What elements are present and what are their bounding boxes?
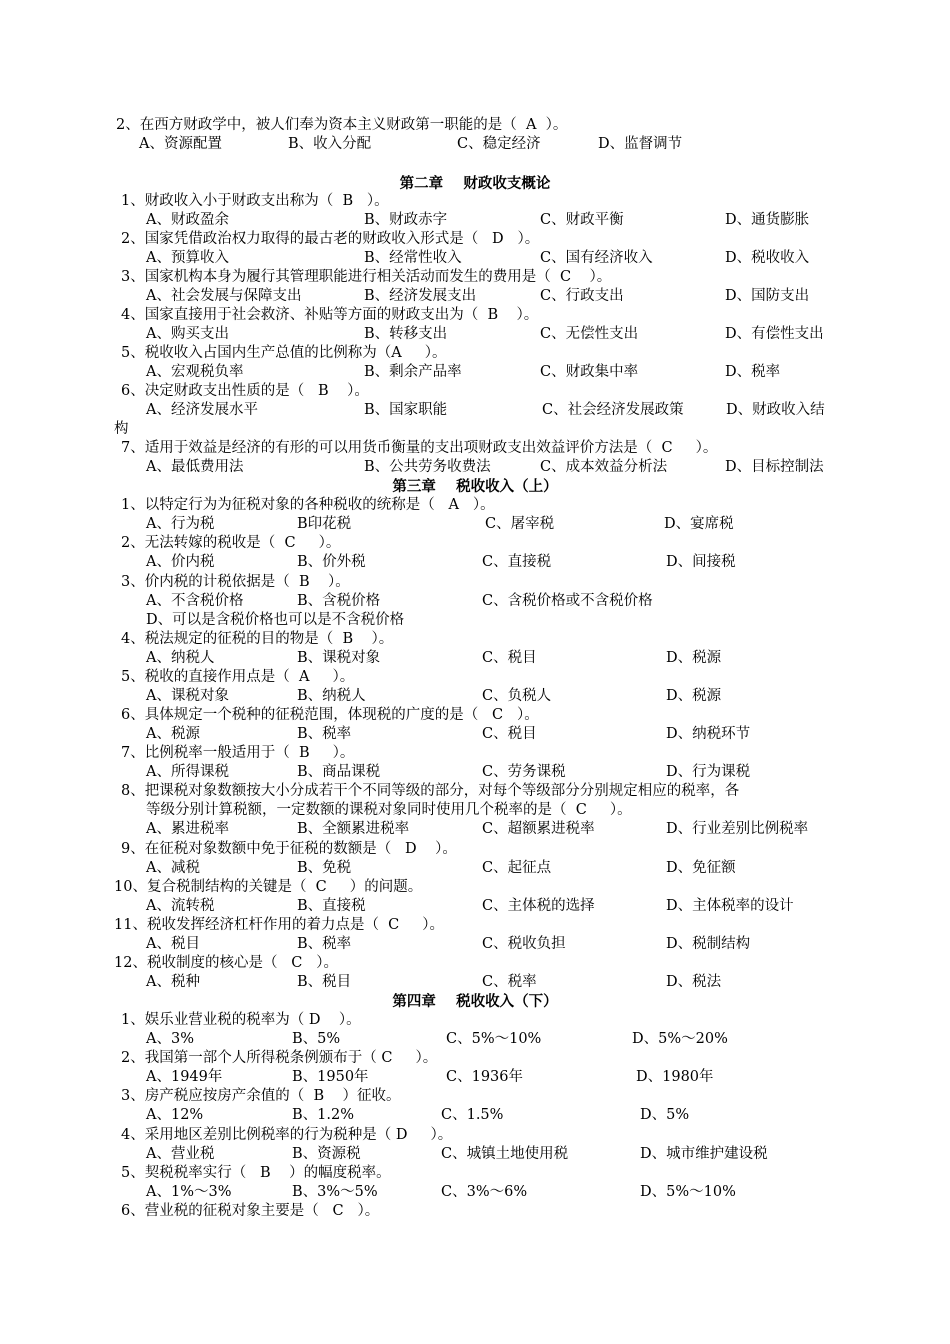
question-text: 6、营业税的征税对象主要是（ C ）。 bbox=[121, 1203, 380, 1219]
option: A、最低费用法 bbox=[146, 459, 244, 475]
question-text: 10、复合税制结构的关键是（ C ）的问题。 bbox=[114, 879, 423, 895]
option: B、资源税 bbox=[292, 1146, 361, 1162]
option: C、稳定经济 bbox=[457, 136, 541, 152]
option: D、税制结构 bbox=[666, 936, 751, 952]
chapter-title: 第四章 税收收入（下） bbox=[392, 993, 558, 1010]
question-text: 1、娱乐业营业税的税率为（ D ）。 bbox=[121, 1012, 361, 1028]
question-text: 2、在西方财政学中，被人们奉为资本主义财政第一职能的是（ A ）。 bbox=[116, 117, 568, 133]
option: B、免税 bbox=[297, 860, 352, 876]
option: D、国防支出 bbox=[725, 288, 810, 304]
option: C、1.5% bbox=[441, 1107, 504, 1123]
option: C、税目 bbox=[482, 726, 537, 742]
option: C、税率 bbox=[482, 974, 537, 990]
option: D、目标控制法 bbox=[725, 459, 824, 475]
option: B、3%～5% bbox=[292, 1184, 378, 1200]
question-text: 1、以特定行为为征税对象的各种税收的统称是（ A ）。 bbox=[121, 497, 495, 513]
option: D、税收收入 bbox=[725, 250, 810, 266]
question-text: 1、财政收入小于财政支出称为（ B ）。 bbox=[121, 193, 389, 209]
question-text: 8、把课税对象数额按大小分成若干个不同等级的部分，对每个等级部分分别规定相应的税率，各 bbox=[121, 783, 740, 799]
option: A、3% bbox=[146, 1031, 194, 1047]
option: B、纳税人 bbox=[297, 688, 366, 704]
option: C、劳务课税 bbox=[482, 764, 566, 780]
option: B、商品课税 bbox=[297, 764, 381, 780]
option: C、直接税 bbox=[482, 554, 552, 570]
option: C、负税人 bbox=[482, 688, 552, 704]
option-continuation: 构 bbox=[114, 421, 129, 437]
option: B、转移支出 bbox=[364, 326, 448, 342]
option: A、资源配置 bbox=[139, 136, 222, 152]
question-text: 2、国家凭借政治权力取得的最古老的财政收入形式是（ D ）。 bbox=[121, 231, 540, 247]
option: A、税目 bbox=[146, 936, 200, 952]
option: B、公共劳务收费法 bbox=[364, 459, 491, 475]
question-text: 12、税收制度的核心是（ C ）。 bbox=[114, 955, 338, 971]
option: B、经济发展支出 bbox=[364, 288, 477, 304]
option: A、社会发展与保障支出 bbox=[146, 288, 302, 304]
option: A、累进税率 bbox=[146, 821, 229, 837]
option: C、屠宰税 bbox=[485, 516, 555, 532]
question-text: 2、我国第一部个人所得税条例颁布于（ C ）。 bbox=[121, 1050, 438, 1066]
option: D、1980年 bbox=[636, 1069, 714, 1085]
question-text: 4、税法规定的征税的目的物是（ B ）。 bbox=[121, 631, 394, 647]
option: D、宴席税 bbox=[664, 516, 734, 532]
option: C、财政集中率 bbox=[540, 364, 639, 380]
option: D、财政收入结 bbox=[726, 402, 825, 418]
option: C、税目 bbox=[482, 650, 537, 666]
option: D、税法 bbox=[666, 974, 722, 990]
option: D、有偿性支出 bbox=[725, 326, 824, 342]
option: D、税率 bbox=[725, 364, 781, 380]
option: B、价外税 bbox=[297, 554, 366, 570]
question-text: 7、比例税率一般适用于（ B ）。 bbox=[121, 745, 355, 761]
option: A、减税 bbox=[146, 860, 200, 876]
option: A、课税对象 bbox=[146, 688, 229, 704]
option: A、行为税 bbox=[146, 516, 215, 532]
option: B、税率 bbox=[297, 726, 352, 742]
option: B、经常性收入 bbox=[364, 250, 462, 266]
option: C、含税价格或不含税价格 bbox=[482, 593, 653, 609]
option: B、1.2% bbox=[292, 1107, 354, 1123]
option: C、税收负担 bbox=[482, 936, 566, 952]
option: A、购买支出 bbox=[146, 326, 229, 342]
question-text: 6、决定财政支出性质的是（ B ）。 bbox=[121, 383, 369, 399]
option: A、纳税人 bbox=[146, 650, 215, 666]
option: B、税率 bbox=[297, 936, 352, 952]
option: D、可以是含税价格也可以是不含税价格 bbox=[146, 612, 405, 628]
option: A、宏观税负率 bbox=[146, 364, 244, 380]
chapter-title: 第三章 税收收入（上） bbox=[392, 478, 558, 495]
option: C、成本效益分析法 bbox=[540, 459, 668, 475]
option: B、含税价格 bbox=[297, 593, 381, 609]
option: A、1949年 bbox=[146, 1069, 223, 1085]
option: B、税目 bbox=[297, 974, 352, 990]
option: D、税源 bbox=[666, 650, 722, 666]
option: A、营业税 bbox=[146, 1146, 215, 1162]
question-text: 3、价内税的计税依据是（ B ）。 bbox=[121, 574, 350, 590]
question-text: 3、国家机构本身为履行其管理职能进行相关活动而发生的费用是（ C ）。 bbox=[121, 269, 612, 285]
option: D、5%～10% bbox=[640, 1184, 736, 1200]
question-text: 5、税收的直接作用点是（ A ）。 bbox=[121, 669, 355, 685]
question-text: 4、采用地区差别比例税率的行为税种是（ D ）。 bbox=[121, 1127, 453, 1143]
chapter-title: 第二章 财政收支概论 bbox=[399, 175, 551, 192]
option: C、行政支出 bbox=[540, 288, 624, 304]
option: C、5%～10% bbox=[446, 1031, 542, 1047]
option: A、流转税 bbox=[146, 898, 215, 914]
option: A、经济发展水平 bbox=[146, 402, 258, 418]
option: A、财政盈余 bbox=[146, 212, 229, 228]
option: A、税种 bbox=[146, 974, 200, 990]
option: B、1950年 bbox=[292, 1069, 369, 1085]
question-text: 3、房产税应按房产余值的（ B ）征收。 bbox=[121, 1088, 401, 1104]
option: D、行业差别比例税率 bbox=[666, 821, 809, 837]
option: A、税源 bbox=[146, 726, 200, 742]
question-text: 11、税收发挥经济杠杆作用的着力点是（ C ）。 bbox=[114, 917, 445, 933]
question-text: 5、契税税率实行（ B ）的幅度税率。 bbox=[121, 1165, 391, 1181]
option: B、财政赤字 bbox=[364, 212, 448, 228]
question-text: 2、无法转嫁的税收是（ C ）。 bbox=[121, 535, 341, 551]
option: C、3%～6% bbox=[441, 1184, 528, 1200]
option: A、1%～3% bbox=[146, 1184, 232, 1200]
option: B、收入分配 bbox=[288, 136, 372, 152]
option: C、1936年 bbox=[446, 1069, 523, 1085]
option: C、无偿性支出 bbox=[540, 326, 639, 342]
option: B、直接税 bbox=[297, 898, 366, 914]
option: B、剩余产品率 bbox=[364, 364, 462, 380]
option: D、税源 bbox=[666, 688, 722, 704]
question-text-continuation: 等级分别计算税额，一定数额的课税对象同时使用几个税率的是（ C ）。 bbox=[146, 802, 632, 818]
option: C、超额累进税率 bbox=[482, 821, 595, 837]
option: A、12% bbox=[146, 1107, 204, 1123]
option: B、国家职能 bbox=[364, 402, 448, 418]
option: C、财政平衡 bbox=[540, 212, 624, 228]
question-text: 7、适用于效益是经济的有形的可以用货币衡量的支出项财政支出效益评价方法是（ C ）。 bbox=[121, 440, 718, 456]
option: D、5%～20% bbox=[632, 1031, 728, 1047]
option: C、主体税的选择 bbox=[482, 898, 595, 914]
option: D、纳税环节 bbox=[666, 726, 751, 742]
option: D、行为课税 bbox=[666, 764, 751, 780]
option: B印花税 bbox=[297, 516, 352, 532]
option: D、免征额 bbox=[666, 860, 736, 876]
option: A、价内税 bbox=[146, 554, 215, 570]
option: D、通货膨胀 bbox=[725, 212, 810, 228]
question-text: 6、具体规定一个税种的征税范围，体现税的广度的是（ C ）。 bbox=[121, 707, 539, 723]
option: A、预算收入 bbox=[146, 250, 229, 266]
option: D、监督调节 bbox=[598, 136, 683, 152]
option: C、国有经济收入 bbox=[540, 250, 653, 266]
option: A、不含税价格 bbox=[146, 593, 244, 609]
option: C、城镇土地使用税 bbox=[441, 1146, 569, 1162]
question-text: 9、在征税对象数额中免于征税的数额是（ D ）。 bbox=[121, 841, 457, 857]
option: D、5% bbox=[640, 1107, 690, 1123]
option: D、主体税率的设计 bbox=[666, 898, 794, 914]
option: B、5% bbox=[292, 1031, 341, 1047]
question-text: 4、国家直接用于社会救济、补贴等方面的财政支出为（ B ）。 bbox=[121, 307, 539, 323]
option: B、全额累进税率 bbox=[297, 821, 410, 837]
option: B、课税对象 bbox=[297, 650, 381, 666]
option: C、起征点 bbox=[482, 860, 552, 876]
option: C、社会经济发展政策 bbox=[542, 402, 684, 418]
option: D、城市维护建设税 bbox=[640, 1146, 768, 1162]
option: A、所得课税 bbox=[146, 764, 229, 780]
question-text: 5、税收收入占国内生产总值的比例称为（A ）。 bbox=[121, 345, 447, 361]
option: D、间接税 bbox=[666, 554, 736, 570]
